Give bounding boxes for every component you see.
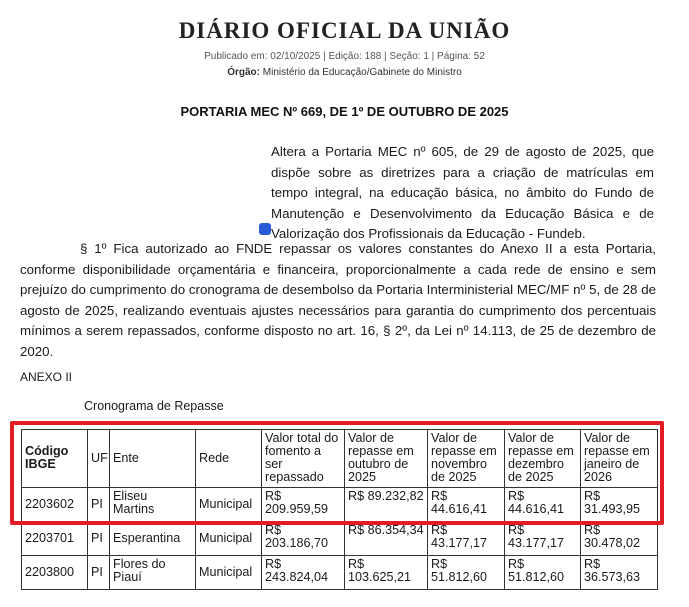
table-row bbox=[22, 522, 658, 556]
portaria-title: PORTARIA MEC Nº 669, DE 1º DE OUTUBRO DE 2025 bbox=[180, 104, 509, 119]
header-uf: UF bbox=[88, 430, 110, 488]
header-valor-total: Valor total do fomento a ser repassado bbox=[262, 430, 345, 488]
cell-outubro: R$ 86.354,34 bbox=[345, 522, 428, 556]
table-row bbox=[22, 488, 658, 522]
translate-icon[interactable] bbox=[259, 223, 271, 235]
cell-novembro: R$ 51.812,60 bbox=[428, 556, 505, 590]
cell-ente: Flores do Piauí bbox=[110, 556, 196, 590]
cell-codigo: 2203701 bbox=[22, 522, 88, 556]
cell-dezembro: R$ 43.177,17 bbox=[505, 522, 581, 556]
anexo-label: ANEXO II bbox=[20, 370, 73, 384]
publication-meta: Publicado em: 02/10/2025 | Edição: 188 | Seção: 1 | Página: 52 bbox=[204, 51, 485, 62]
paragraph-1: § 1º Fica autorizado ao FNDE repassar os valores constantes do Anexo II a esta Portaria, conforme disponibilidade orçamentária e financeira, proporcionalmente a cada rede de ensino e sem prejuízo do cumprimento do cronograma de desembolso da Portaria Interministerial MEC/MF nº 5, de 28 de agosto de 2025, realizando eventuais ajustes necessários para garantia do cumprimento dos percentuais mínimos a serem repassados, conforme disposto no art. 16, § 2º, da Lei nº 14.113, de 25 de dezembro de 2020. bbox=[20, 241, 656, 359]
orgao-label: Órgão: bbox=[227, 67, 260, 78]
header-repasse-outubro: Valor de repasse em outubro de 2025 bbox=[345, 430, 428, 488]
cell-rede: Municipal bbox=[196, 488, 262, 522]
cell-codigo: 2203800 bbox=[22, 556, 88, 590]
cell-valor-total: R$ 203.186,70 bbox=[262, 522, 345, 556]
header-repasse-janeiro: Valor de repasse em janeiro de 2026 bbox=[581, 430, 658, 488]
orgao-value: Ministério da Educação/Gabinete do Ministro bbox=[262, 67, 462, 78]
cell-janeiro: R$ 30.478,02 bbox=[581, 522, 658, 556]
cronograma-label: Cronograma de Repasse bbox=[84, 399, 224, 413]
cell-ente: Esperantina bbox=[110, 522, 196, 556]
cell-rede: Municipal bbox=[196, 522, 262, 556]
header-codigo-ibge: Código IBGE bbox=[22, 430, 88, 488]
cell-novembro: R$ 44.616,41 bbox=[428, 488, 505, 522]
cell-dezembro: R$ 51.812,60 bbox=[505, 556, 581, 590]
table-row bbox=[22, 556, 658, 590]
header-ente: Ente bbox=[110, 430, 196, 488]
header-repasse-novembro: Valor de repasse em novembro de 2025 bbox=[428, 430, 505, 488]
cell-uf: PI bbox=[88, 556, 110, 590]
cell-outubro: R$ 103.625,21 bbox=[345, 556, 428, 590]
cell-codigo: 2203602 bbox=[22, 488, 88, 522]
repasse-table bbox=[21, 429, 658, 590]
cell-outubro: R$ 89.232,82 bbox=[345, 488, 428, 522]
cell-janeiro: R$ 36.573,63 bbox=[581, 556, 658, 590]
header-rede: Rede bbox=[196, 430, 262, 488]
cell-uf: PI bbox=[88, 488, 110, 522]
cell-valor-total: R$ 209.959,59 bbox=[262, 488, 345, 522]
header-repasse-dezembro: Valor de repasse em dezembro de 2025 bbox=[505, 430, 581, 488]
ementa-text: Altera a Portaria MEC nº 605, de 29 de agosto de 2025, que dispõe sobre as diretrizes para a criação de matrículas em tempo integral, na educação básica, no âmbito do Fundo de Manutenção e Desenvolvimento da Educação Básica e de Valorização dos Profissionais da Educação - Fundeb. bbox=[271, 144, 654, 241]
cell-uf: PI bbox=[88, 522, 110, 556]
cell-dezembro: R$ 44.616,41 bbox=[505, 488, 581, 522]
orgao-line bbox=[0, 67, 689, 78]
cell-janeiro: R$ 31.493,95 bbox=[581, 488, 658, 522]
cell-rede: Municipal bbox=[196, 556, 262, 590]
masthead-title: DIÁRIO OFICIAL DA UNIÃO bbox=[178, 18, 511, 43]
cell-valor-total: R$ 243.824,04 bbox=[262, 556, 345, 590]
cell-novembro: R$ 43.177,17 bbox=[428, 522, 505, 556]
cell-ente: Eliseu Martins bbox=[110, 488, 196, 522]
